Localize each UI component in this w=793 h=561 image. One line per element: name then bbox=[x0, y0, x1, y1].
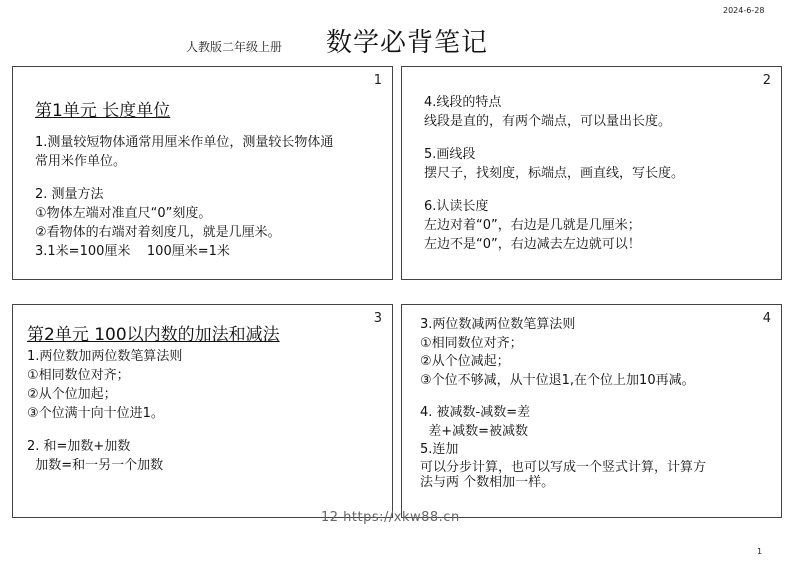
note-card-3 bbox=[12, 304, 393, 518]
document-subtitle: 人教版二年级上册 bbox=[186, 40, 283, 54]
page-title: 数学必背笔记 bbox=[326, 28, 489, 58]
card-number: 4 bbox=[762, 311, 771, 326]
note-line: 5.连加 bbox=[420, 442, 459, 457]
note-card-4 bbox=[401, 304, 782, 518]
note-line: 线段是直的，有两个端点，可以量出长度。 bbox=[424, 114, 672, 129]
note-card-1 bbox=[12, 66, 393, 280]
note-line: 6.认读长度 bbox=[424, 199, 489, 214]
note-line: ①相同数位对齐； bbox=[27, 368, 130, 383]
header-date: 2024-6-28 bbox=[723, 6, 765, 15]
page-number: 1 bbox=[757, 547, 763, 556]
note-line: 1.两位数加两位数笔算法则 bbox=[27, 349, 183, 364]
note-line: 2. 测量方法 bbox=[35, 187, 104, 202]
note-line: ③个位不够减，从十位退1,在个位上加10再减。 bbox=[420, 372, 695, 388]
note-line: ②从个位加起； bbox=[27, 387, 117, 402]
note-line: 摆尺子，找刻度，标端点，画直线，写长度。 bbox=[424, 166, 685, 181]
note-line: ②看物体的右端对着刻度几，就是几厘米。 bbox=[35, 225, 281, 240]
note-line: 1.测量较短物体通常用厘米作单位，测量较长物体通 bbox=[35, 135, 334, 150]
watermark-text: 12 https://xkw88.cn bbox=[321, 510, 460, 525]
note-line: 3.1米=100厘米 100厘米=1米 bbox=[35, 244, 230, 259]
card-number: 1 bbox=[373, 73, 382, 88]
note-line: 2. 和=加数+加数 bbox=[27, 439, 131, 454]
note-line: 3.两位数减两位数笔算法则 bbox=[420, 317, 576, 332]
note-line: 可以分步计算，也可以写成一个竖式计算，计算方 bbox=[420, 459, 707, 475]
note-line: 常用米作单位。 bbox=[35, 154, 127, 169]
note-line: ①相同数位对齐； bbox=[420, 335, 523, 351]
note-line: 5.画线段 bbox=[424, 147, 476, 162]
note-line: 左边不是“0”，右边减去左边就可以！ bbox=[424, 237, 641, 252]
unit-heading: 第2单元 100以内数的加法和减法 bbox=[27, 325, 280, 345]
note-line: ①物体左端对准直尺“0”刻度。 bbox=[35, 206, 212, 221]
note-line: 4. 被减数-减数=差 bbox=[420, 405, 531, 420]
note-line: ②从个位减起； bbox=[420, 354, 510, 369]
note-line: ③个位满十向十位进1。 bbox=[27, 406, 164, 421]
note-line: 差+减数=被减数 bbox=[420, 423, 529, 439]
card-number: 3 bbox=[373, 311, 382, 326]
card-number: 2 bbox=[762, 73, 771, 88]
note-line: 左边对着“0”，右边是几就是几厘米； bbox=[424, 218, 641, 233]
note-line: 法与两 个数相加一样。 bbox=[420, 474, 555, 490]
note-line: 4.线段的特点 bbox=[424, 95, 502, 110]
note-card-2 bbox=[401, 66, 782, 280]
unit-heading: 第1单元 长度单位 bbox=[35, 101, 171, 121]
note-line: 加数=和一另一个加数 bbox=[27, 458, 164, 473]
